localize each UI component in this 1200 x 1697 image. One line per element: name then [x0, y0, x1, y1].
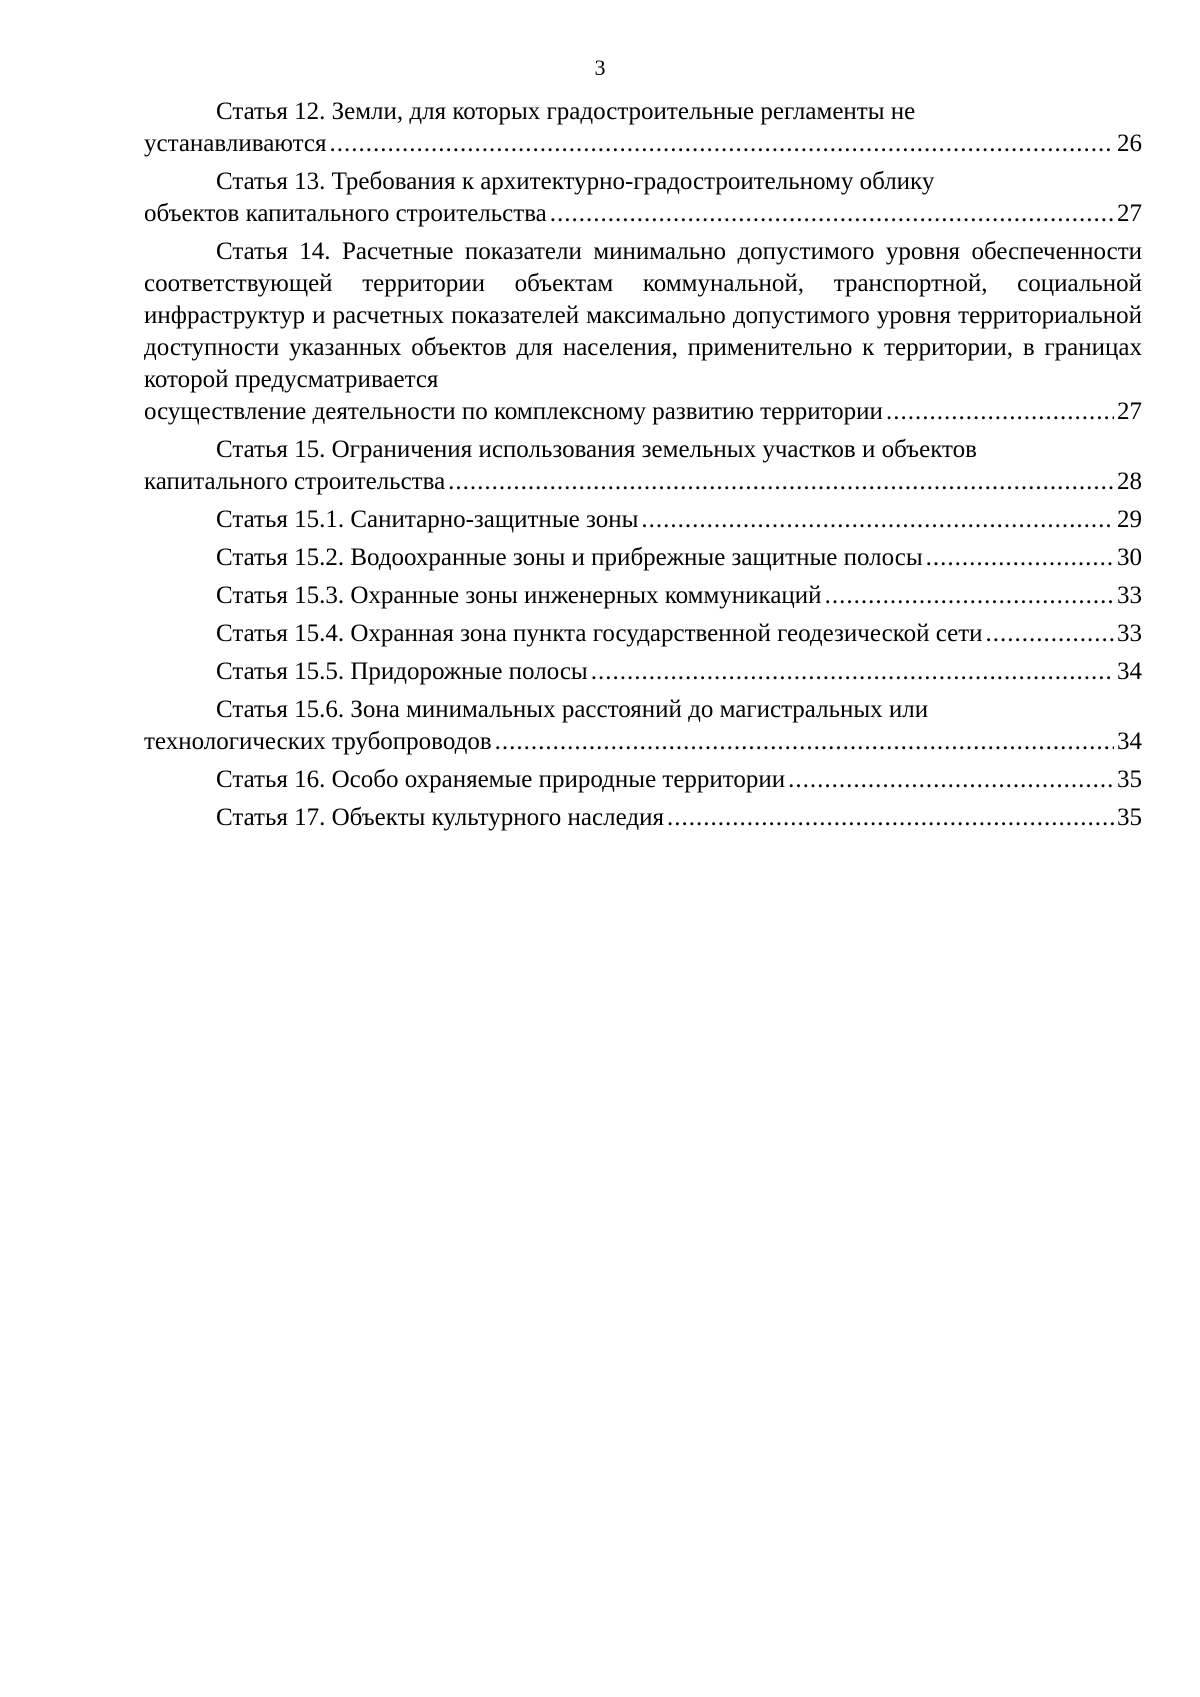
- dot-leader: [986, 618, 1114, 650]
- toc-entry-title: Статья 15.1. Санитарно-защитные зоны: [216, 506, 639, 533]
- toc-entry-page: 35: [1117, 804, 1142, 831]
- toc-entry-title-end: объектов капитального строительства: [144, 200, 547, 227]
- toc-entry-article-17[interactable]: [144, 802, 1142, 834]
- toc-entry-title: Статья 15. Ограничения использования земельных участков и объектов: [216, 436, 977, 463]
- toc-entry-leader-line: [144, 542, 1142, 574]
- toc-entry-leader-line: [144, 802, 1142, 834]
- toc-entry-page: 30: [1117, 544, 1142, 571]
- toc-entry-article-15-2[interactable]: [144, 542, 1142, 574]
- toc-entry-title-end: осуществление деятельности по комплексному развитию территории: [144, 398, 883, 425]
- toc-entry-leader-line: [144, 504, 1142, 536]
- dot-leader: [667, 802, 1114, 834]
- toc-entry-title-end: технологических трубопроводов: [144, 728, 492, 755]
- toc-entry-page: 33: [1117, 620, 1142, 647]
- toc-entry-page: 34: [1117, 658, 1142, 685]
- dot-leader: [886, 396, 1114, 428]
- toc-entry-article-15-5[interactable]: [144, 656, 1142, 688]
- toc-entry-page: 28: [1117, 468, 1142, 495]
- dot-leader: [825, 580, 1114, 612]
- toc-entry-article-15-6[interactable]: [144, 694, 1142, 758]
- dot-leader: [641, 504, 1114, 536]
- toc-entry-title: Статья 16. Особо охраняемые природные территории: [216, 766, 786, 793]
- toc-entry-leader-line: [144, 764, 1142, 796]
- toc-entry-page: 27: [1117, 398, 1142, 425]
- toc-entry-title: Статья 15.6. Зона минимальных расстояний до магистральных или: [216, 696, 929, 723]
- toc-entry-leader-line: [144, 580, 1142, 612]
- toc-entry-page: 34: [1117, 728, 1142, 755]
- toc-entry-page: 27: [1117, 200, 1142, 227]
- toc-entry-title: Статья 15.5. Придорожные полосы: [216, 658, 588, 685]
- dot-leader: [788, 764, 1114, 796]
- toc-entry-leader-line: [144, 726, 1142, 758]
- dot-leader: [495, 726, 1114, 758]
- dot-leader: [926, 542, 1114, 574]
- toc-entry-title: Статья 15.3. Охранные зоны инженерных коммуникаций: [216, 582, 822, 609]
- toc-entry-article-15-3[interactable]: [144, 580, 1142, 612]
- toc-entry-title-end: капитального строительства: [144, 468, 446, 495]
- toc-entry-title: Статья 13. Требования к архитектурно-градостроительному облику: [216, 168, 935, 195]
- toc-entry-page: 29: [1117, 506, 1142, 533]
- table-of-contents: [144, 96, 1142, 840]
- page-number: 3: [594, 55, 606, 80]
- toc-entry-article-16[interactable]: [144, 764, 1142, 796]
- toc-entry-title: Статья 14. Расчетные показатели минимально допустимого уровня обеспеченности соответствующей территории объектам коммунальной, транспортной, социальной инфраструктур и расчетных показателей максимально допустимого уровня территориальной доступности указанных объектов для населения, применительно к территории, в границах которой предусматривается: [144, 238, 1142, 393]
- toc-entry-article-14[interactable]: [144, 236, 1142, 428]
- dot-leader: [550, 198, 1114, 230]
- toc-entry-article-15-4[interactable]: [144, 618, 1142, 650]
- toc-entry-leader-line: [144, 198, 1142, 230]
- toc-entry-leader-line: [144, 466, 1142, 498]
- toc-entry-leader-line: [144, 656, 1142, 688]
- dot-leader: [329, 128, 1114, 160]
- toc-entry-article-15-1[interactable]: [144, 504, 1142, 536]
- toc-entry-article-12[interactable]: [144, 96, 1142, 160]
- toc-entry-leader-line: [144, 396, 1142, 428]
- toc-entry-leader-line: [144, 618, 1142, 650]
- toc-entry-page: 33: [1117, 582, 1142, 609]
- dot-leader: [448, 466, 1114, 498]
- toc-entry-page: 35: [1117, 766, 1142, 793]
- toc-entry-title: Статья 15.2. Водоохранные зоны и прибрежные защитные полосы: [216, 544, 923, 571]
- toc-entry-title: Статья 15.4. Охранная зона пункта государственной геодезической сети: [216, 620, 983, 647]
- toc-entry-page: 26: [1117, 130, 1142, 157]
- toc-entry-title: Статья 12. Земли, для которых градостроительные регламенты не: [216, 98, 916, 125]
- toc-entry-article-13[interactable]: [144, 166, 1142, 230]
- toc-entry-title-end: устанавливаются: [144, 130, 327, 157]
- toc-entry-article-15[interactable]: [144, 434, 1142, 498]
- toc-entry-leader-line: [144, 128, 1142, 160]
- toc-entry-title: Статья 17. Объекты культурного наследия: [216, 804, 664, 831]
- dot-leader: [591, 656, 1114, 688]
